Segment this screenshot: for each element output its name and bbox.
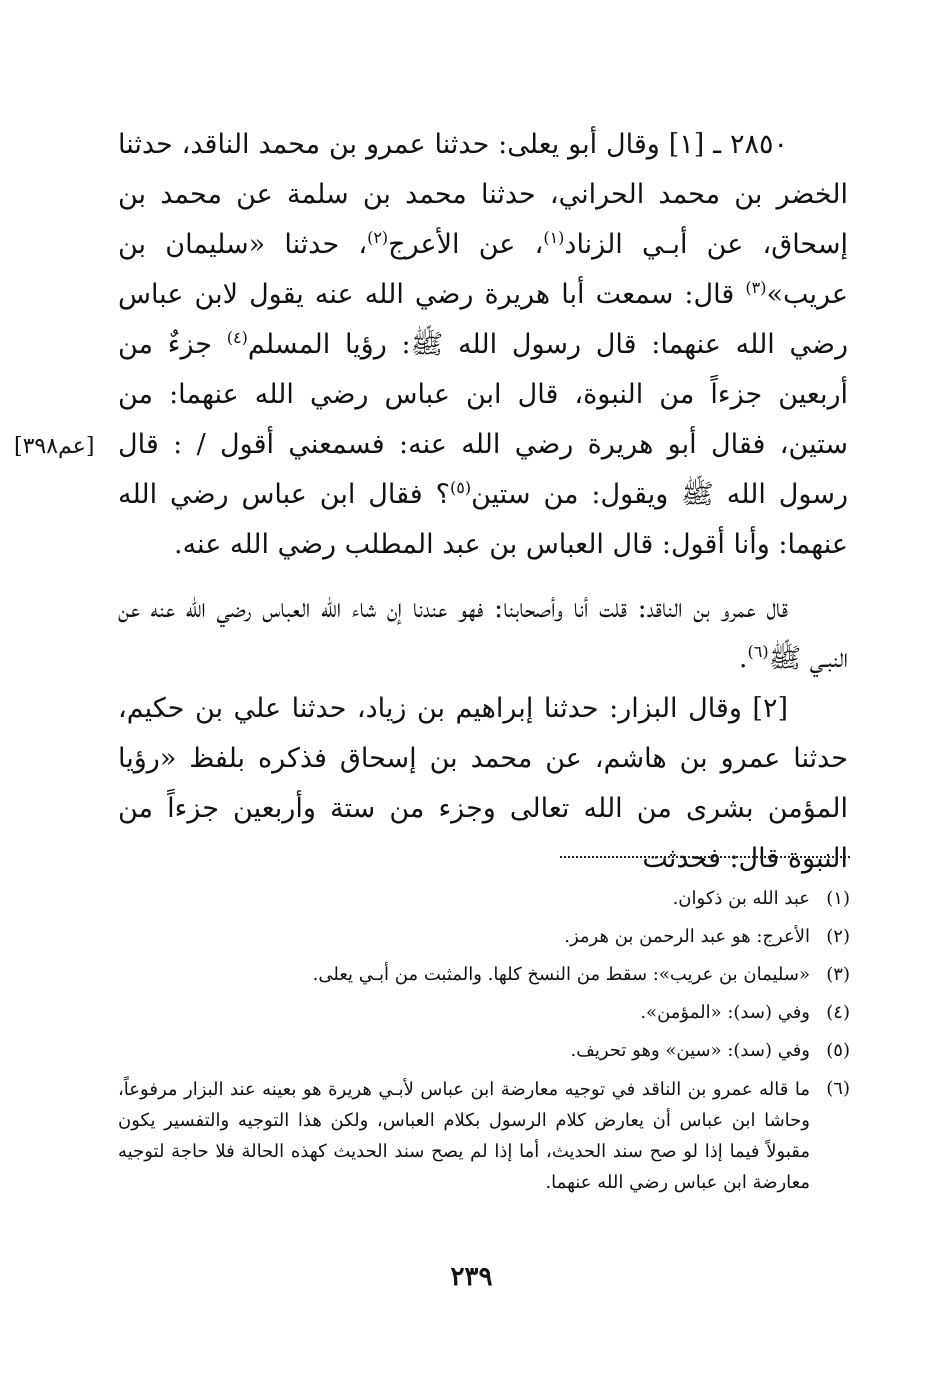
margin-note: [عم٣٩٨] (14, 434, 95, 459)
footnote-ref[interactable]: (١) (543, 228, 565, 247)
footnotes (118, 884, 850, 1206)
footnote-ref[interactable]: (٢) (367, 228, 389, 247)
text-run: ، عن الأعرج (388, 229, 544, 260)
footnote-ref[interactable]: (٤) (226, 328, 248, 347)
footnote-number: (١) (826, 888, 850, 909)
paragraph-2 (118, 584, 848, 684)
footnote-item (118, 960, 850, 990)
footnote-number: (٣) (826, 964, 850, 985)
footnote-text: «سليمان بن عريب»: سقط من النسخ كلها. والمثبت من أبـي يعلى. (312, 964, 810, 985)
text-run: ٢٨٥٠ ـ [١] وقال أبو يعلى: حدثنا عمرو بن محمد الناقد، حدثنا الخضر بن محمد الحراني، حدثنا محمد بن سلمة عن محمد بن إسحاق، عن أبـي الزناد (118, 129, 848, 260)
footnote-text: وفي (سد): «سين» وهو تحريف. (570, 1040, 810, 1061)
main-text (118, 120, 848, 884)
footnote-item (118, 922, 850, 952)
footnote-number: (٥) (826, 1040, 850, 1061)
footnote-text: ما قاله عمرو بن الناقد في توجيه معارضة ابن عباس لأبـي هريرة هو بعينه عند البزار مرفوعاً، وحاشا ابن عباس أن يعارض كلام الرسول بكلام العباس، ولكن هذا التوجيه والتفسير يكون مقبولاً فيما إذا لو صح سند الحديث، أما إذا لم يصح سند الحديث كهذه الحالة فلا حاجة لتوجيه معارضة ابن عباس رضي الله عنهما. (118, 1079, 810, 1193)
text-run: . (738, 643, 748, 674)
text-run: [٢] وقال البزار: حدثنا إبراهيم بن زياد، حدثنا علي بن حكيم، حدثنا عمرو بن هاشم، عن محمد بن إسحاق فذكره بلفظ «رؤيا المؤمن بشرى من الله تعالى وجزء من ستة وأربعين جزءاً من النبوة قال: فحدثت (118, 693, 848, 874)
footnote-item (118, 1074, 850, 1198)
text-run: ، حدثنا «سليمان بن عريب» (118, 229, 848, 310)
text-run: قال: سمعت أبا هريرة رضي الله عنه يقول لابن عباس رضي الله عنهما: قال رسول الله ﷺ: رؤيا المسلم (118, 279, 849, 360)
text-run: ؟ فقال ابن عباس رضي الله عنهما: وأنا أقول: قال العباس بن عبد المطلب رضي الله عنه. (118, 479, 848, 560)
footnote-text: وفي (سد): «المؤمن». (640, 1002, 810, 1023)
page-number: ٢٣٩ (450, 1262, 493, 1292)
footnote-item (118, 998, 850, 1028)
footnote-ref[interactable]: (٣) (745, 278, 767, 297)
footnote-number: (٢) (826, 926, 850, 947)
footnote-item (118, 884, 850, 914)
paragraph-3 (118, 684, 848, 884)
footnote-ref[interactable]: (٦) (747, 642, 769, 661)
text-run: جزءٌ من أربعين جزءاً من النبوة، قال ابن عباس رضي الله عنهما: من ستين، فقال أبو هريرة رضي الله عنه: فسمعني أقول / : قال رسول الله ﷺ ويقول: من ستين (118, 329, 849, 510)
footnote-text: عبد الله بن ذكوان. (672, 888, 810, 909)
footnote-separator (560, 856, 850, 868)
footnote-text: الأعرج: هو عبد الرحمن بن هرمز. (564, 926, 810, 947)
text-run: قال عمرو بن الناقد: قلت أنا وأصحابنا: فهو عندنا إن شاء الله العباس رضي الله عنه عن النبـي ﷺ (118, 593, 848, 674)
footnote-ref[interactable]: (٥) (449, 478, 472, 497)
footnote-number: (٦) (826, 1078, 850, 1099)
paragraph-1 (118, 120, 848, 570)
footnote-item (118, 1036, 850, 1066)
footnote-number: (٤) (826, 1002, 850, 1023)
